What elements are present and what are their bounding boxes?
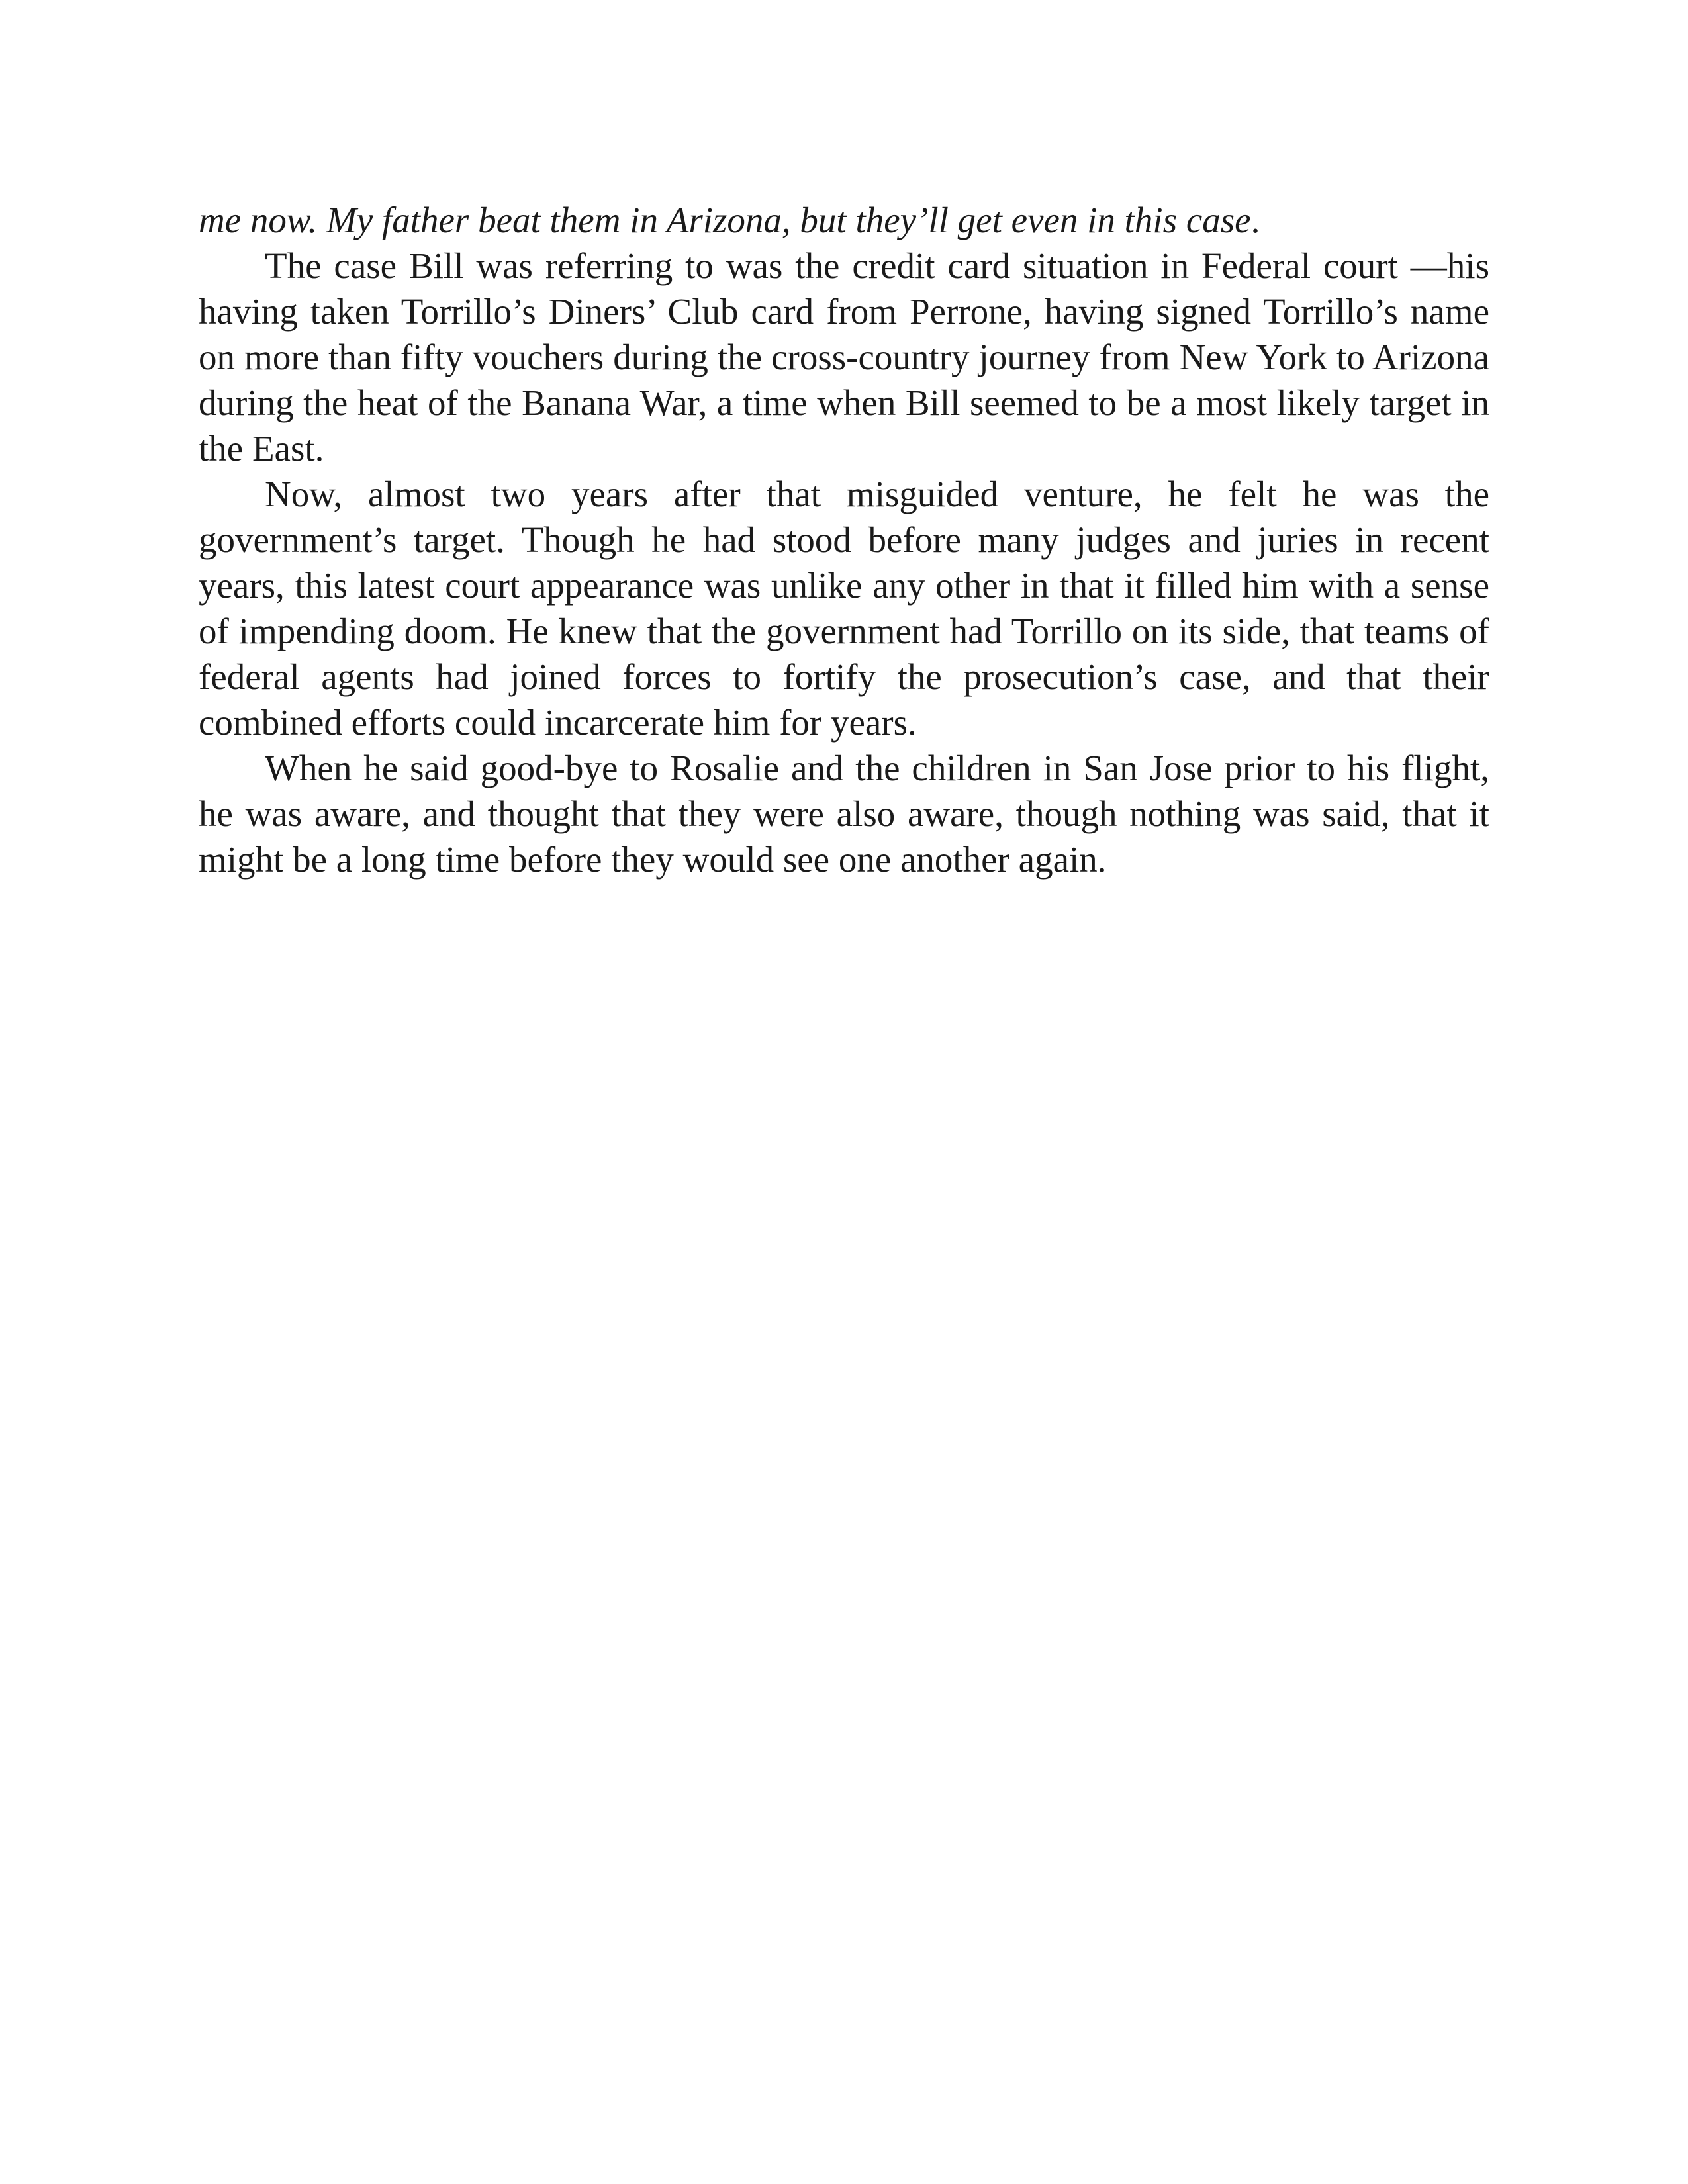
italic-quote: me now. My father beat them in Arizona, but they’ll get even in this case — [199, 200, 1251, 240]
quote-period: . — [1250, 200, 1260, 240]
paragraph-credit-card-case: The case Bill was referring to was the credit card situation in Federal court —his having taken Torrillo’s Diners’ Club card from Perrone, having signed Torrillo’s name on more than fifty vouchers during the cross-country journey from New York to Arizona during the heat of the Banana War, a time when Bill seemed to be a most likely target in the East. — [199, 246, 1489, 469]
paragraph-government-target: Now, almost two years after that misguided venture, he felt he was the government’s target. Though he had stood before many judges and juries in recent years, this latest court appearance was unlike any other in that it filled him with a sense of impending doom. He knew that the government had Torrillo on its side, that teams of federal agents had joined forces to fortify the prosecution’s case, and that their combined efforts could incarcerate him for years. — [199, 474, 1489, 743]
body-text — [199, 197, 1489, 882]
paragraph-good-bye: When he said good-bye to Rosalie and the children in San Jose prior to his flight, he was aware, and thought that they were also aware, though nothing was said, that it might be a long time before they would see one another again. — [199, 748, 1489, 880]
opening-paragraph-fragment — [199, 197, 1489, 243]
